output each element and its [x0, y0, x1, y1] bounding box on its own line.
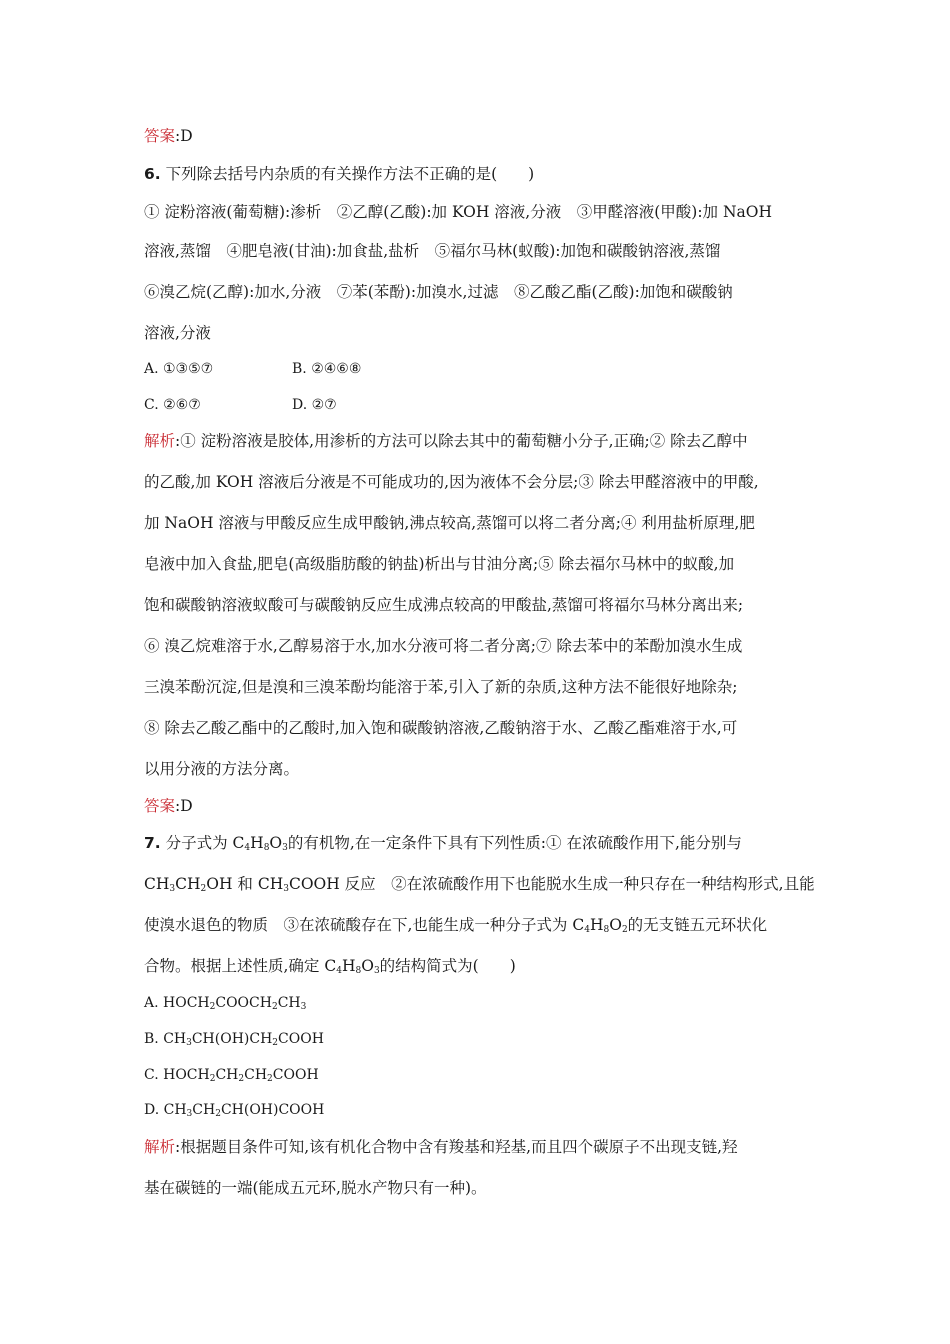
subscript: 3 — [186, 1109, 193, 1119]
stem-text: O — [361, 957, 374, 975]
stem-text: 的结构简式为( ) — [379, 957, 516, 975]
option-text: B. CH — [144, 1031, 187, 1047]
subscript: 3 — [169, 884, 176, 894]
stem-text: 分子式为 C — [165, 834, 245, 852]
question-6-items-line: ⑥溴乙烷(乙醇):加水,分液 ⑦苯(苯酚):加溴水,过滤 ⑧乙酸乙酯(乙酸):加饱和碳酸钠 — [144, 283, 733, 301]
question-6-items-line: 溶液,蒸馏 ④肥皂液(甘油):加食盐,盐析 ⑤福尔马林(蚁酸):加饱和碳酸钠溶液,蒸馏 — [144, 242, 721, 260]
subscript: 3 — [373, 966, 380, 976]
option-d: D. ②⑦ — [292, 397, 337, 413]
subscript: 2 — [209, 1002, 216, 1012]
option-text: CH — [192, 1102, 216, 1118]
stem-text: CH — [144, 875, 170, 893]
subscript: 4 — [584, 925, 590, 935]
answer-value: :D — [175, 797, 193, 815]
question-7-stem-line — [144, 915, 767, 935]
option-text: CH(OH)CH — [191, 1031, 273, 1047]
stem-text: H — [250, 834, 264, 852]
analysis-line: 皂液中加入食盐,肥皂(高级脂肪酸的钠盐)析出与甘油分离;⑤ 除去福尔马林中的蚁酸,加 — [144, 555, 735, 573]
option-c: C. ②⑥⑦ — [144, 397, 201, 413]
option-b: B. ②④⑥⑧ — [292, 361, 362, 377]
option-text: A. HOCH — [144, 995, 210, 1011]
option-text: COOH — [278, 1031, 324, 1047]
question-7-stem-line — [144, 833, 742, 853]
option-text: CH — [244, 1067, 268, 1083]
question-6-items-line: 溶液,分液 — [144, 324, 211, 342]
analysis-line: ⑧ 除去乙酸乙酯中的乙酸时,加入饱和碳酸钠溶液,乙酸钠溶于水、乙酸乙酯难溶于水,可 — [144, 719, 738, 737]
analysis-line — [144, 431, 748, 451]
analysis-line: 加 NaOH 溶液与甲酸反应生成甲酸钠,沸点较高,蒸馏可以将二者分离;④ 利用盐析原理,肥 — [144, 514, 755, 532]
analysis-line: 基在碳链的一端(能成五元环,脱水产物只有一种)。 — [144, 1179, 487, 1197]
subscript: 2 — [272, 1038, 279, 1048]
stem-text: COOH 反应 ②在浓硫酸作用下也能脱水生成一种只存在一种结构形式,且能 — [288, 875, 815, 893]
subscript: 8 — [603, 925, 610, 935]
stem-text: 的有机物,在一定条件下具有下列性质:① 在浓硫酸作用下,能分别与 — [287, 834, 742, 852]
stem-text: 使溴水退色的物质 ③在浓硫酸存在下,也能生成一种分子式为 C — [144, 916, 585, 934]
stem-text: H — [589, 916, 604, 934]
subscript: 2 — [209, 1074, 216, 1084]
subscript: 2 — [271, 1002, 278, 1012]
analysis-line: 饱和碳酸钠溶液蚁酸可与碳酸钠反应生成沸点较高的甲酸盐,蒸馏可将福尔马林分离出来; — [144, 596, 744, 614]
question-7-stem-line — [144, 956, 516, 976]
analysis-line: 以用分液的方法分离。 — [144, 760, 300, 778]
subscript: 2 — [200, 884, 207, 894]
answer-label: 答案 — [144, 797, 176, 815]
question-7-stem-line — [144, 874, 815, 894]
analysis-text: :根据题目条件可知,该有机化合物中含有羧基和羟基,而且四个碳原子不出现支链,羟 — [175, 1138, 738, 1156]
analysis-text: :① 淀粉溶液是胶体,用渗析的方法可以除去其中的葡萄糖小分子,正确;② 除去乙醇中 — [175, 432, 748, 450]
option-b — [144, 1029, 324, 1049]
option-text: CH — [277, 995, 301, 1011]
subscript: 4 — [336, 966, 342, 976]
analysis-line — [144, 1137, 738, 1157]
subscript: 3 — [300, 1002, 307, 1012]
subscript: 2 — [267, 1074, 273, 1084]
subscript: 2 — [238, 1074, 245, 1084]
subscript: 3 — [282, 843, 288, 853]
option-a — [144, 993, 306, 1013]
stem-text: O — [609, 916, 622, 934]
option-text: CH — [215, 1067, 239, 1083]
question-number: 7. — [144, 834, 161, 852]
option-text: D. CH — [144, 1102, 187, 1118]
subscript: 8 — [355, 966, 362, 976]
analysis-line: 三溴苯酚沉淀,但是溴和三溴苯酚均能溶于苯,引入了新的杂质,这种方法不能很好地除杂; — [144, 678, 738, 696]
answer-line — [144, 796, 193, 816]
stem-text: 的无支链五元环状化 — [627, 916, 768, 934]
analysis-label: 解析 — [144, 432, 176, 450]
subscript: 4 — [244, 843, 251, 853]
question-6-stem — [144, 164, 534, 184]
stem-text: O — [269, 834, 283, 852]
analysis-line: 的乙酸,加 KOH 溶液后分液是不可能成功的,因为液体不会分层;③ 除去甲醛溶液中的甲酸, — [144, 473, 759, 491]
stem-text: CH — [175, 875, 201, 893]
answer-value: :D — [175, 127, 193, 145]
option-text: COOH — [272, 1067, 319, 1083]
analysis-line: ⑥ 溴乙烷难溶于水,乙醇易溶于水,加水分液可将二者分离;⑦ 除去苯中的苯酚加溴水生成 — [144, 637, 743, 655]
answer-line-prev — [144, 126, 193, 146]
stem-text: 合物。根据上述性质,确定 C — [144, 957, 337, 975]
stem-text: H — [341, 957, 356, 975]
subscript: 2 — [621, 925, 628, 935]
option-text: C. HOCH — [144, 1067, 210, 1083]
answer-label: 答案 — [144, 127, 176, 145]
option-text: CH(OH)COOH — [220, 1102, 325, 1118]
question-number: 6. — [144, 165, 161, 183]
subscript: 8 — [263, 843, 270, 853]
subscript: 3 — [186, 1038, 192, 1048]
question-text: 下列除去括号内杂质的有关操作方法不正确的是( ) — [165, 165, 535, 183]
stem-text: OH 和 CH — [206, 875, 284, 893]
option-d — [144, 1100, 324, 1120]
option-c — [144, 1065, 319, 1085]
analysis-label: 解析 — [144, 1138, 176, 1156]
subscript: 3 — [283, 884, 289, 894]
subscript: 2 — [215, 1109, 221, 1119]
question-6-items-line: ① 淀粉溶液(葡萄糖):渗析 ②乙醇(乙酸):加 KOH 溶液,分液 ③甲醛溶液(甲酸):加 NaOH — [144, 203, 773, 221]
option-a: A. ①③⑤⑦ — [144, 361, 214, 377]
option-text: COOCH — [215, 995, 272, 1011]
